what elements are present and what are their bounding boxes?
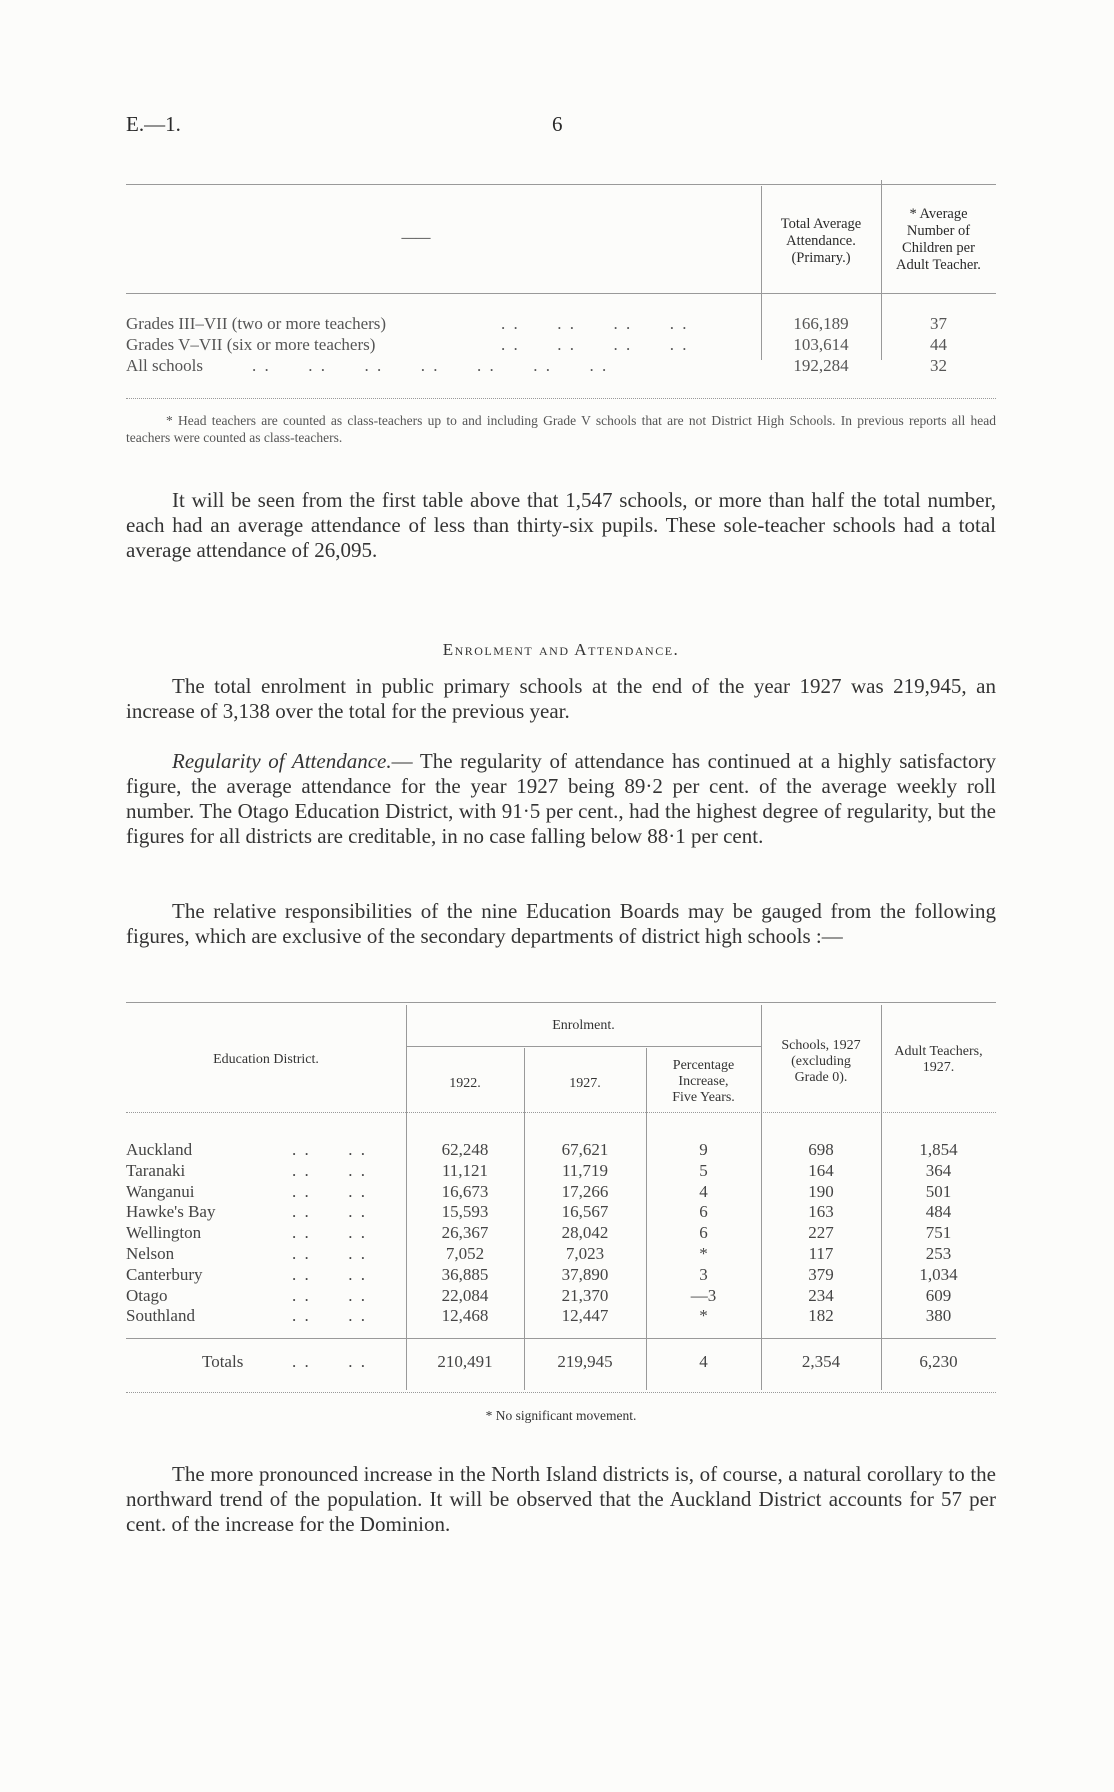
children-per-teacher-header: * Average Number of Children per Adult Teacher. — [896, 206, 981, 273]
cell-schools: 182 — [808, 1306, 834, 1326]
cell-pct: * — [699, 1244, 708, 1263]
table-row: Auckland . . . . 62,248 67,621 9 698 1,854 — [126, 1140, 996, 1161]
percentage-header: Percentage Increase, Five Years. — [672, 1058, 735, 1105]
table-rule — [126, 398, 996, 399]
schools-header: Schools, 1927 (excluding Grade 0). — [781, 1038, 861, 1085]
cell-teachers: 1,854 — [919, 1140, 958, 1159]
paragraph: The relative responsibilities of the nine Education Boards may be gauged from the following figures, which are exclusive of the secondary departments of district high schools :— — [126, 899, 996, 948]
table-footnote: * Head teachers are counted as class-teachers up to and including Grade V schools that are not District High Schools. In previous reports all head teachers were counted as class-teachers. — [126, 413, 996, 445]
cell-schools: 379 — [808, 1264, 834, 1284]
cell-pct: —3 — [690, 1285, 717, 1305]
cell-y1922: 22,084 — [441, 1285, 489, 1305]
table-rule — [126, 184, 996, 185]
cell-y1927: 28,042 — [561, 1223, 609, 1243]
header-rule — [406, 1046, 761, 1047]
table-rule — [126, 1002, 996, 1003]
cell-schools: 698 — [808, 1140, 834, 1159]
page-number: 6 — [552, 112, 563, 136]
table-row: Nelson . . . . 7,052 7,023 * 117 253 — [126, 1244, 996, 1265]
cell-y1922: 11,121 — [441, 1160, 489, 1180]
paragraph: The more pronounced increase in the North Island districts is, of course, a natural corollary to the northward trend of the population. It will be observed that the Auckland District accounts for 57 per cent. of the increase for the Dominion. — [126, 1462, 996, 1536]
header-rule — [126, 1112, 996, 1113]
cell-teachers: 609 — [925, 1285, 952, 1305]
cell-teachers: 751 — [925, 1223, 952, 1243]
cell-y1922: 12,468 — [441, 1306, 489, 1326]
table-row: Otago . . . . 22,084 21,370 —3 234 609 — [126, 1286, 996, 1307]
table-row: Canterbury . . . . 36,885 37,890 3 379 1,034 — [126, 1265, 996, 1286]
table-rule — [126, 1392, 996, 1393]
district-name: Auckland — [126, 1140, 193, 1159]
paragraph: Regularity of Attendance.— The regularity of attendance has continued at a highly satisfactory figure, the average attendance for the year 1927 being 89·2 per cent. of the average weekly roll number. The Otago Education District, with 91·5 per cent., had the highest degree of regularity, but the figures for all districts are creditable, in no case falling below 88·1 per cent. — [126, 749, 996, 848]
cell-pct: 4 — [699, 1181, 708, 1201]
cell-teachers: 1,034 — [919, 1264, 958, 1284]
education-district-table — [126, 1000, 996, 1400]
table-row: Hawke's Bay . . . . 15,593 16,567 6 163 484 — [126, 1202, 996, 1223]
table-row: Taranaki . . . . 11,121 11,719 5 164 364 — [126, 1161, 996, 1182]
cell-y1927: 11,719 — [561, 1160, 609, 1180]
district-name: Southland — [126, 1306, 195, 1326]
header-rule — [126, 293, 996, 294]
cell-y1922: 15,593 — [441, 1202, 489, 1222]
cell-y1922: 16,673 — [441, 1181, 489, 1201]
cell-y1927: 17,266 — [561, 1181, 609, 1201]
district-name: Hawke's Bay — [126, 1202, 216, 1222]
cell-y1922: 36,885 — [441, 1264, 489, 1284]
district-name: Taranaki — [126, 1160, 186, 1180]
cell-pct: 9 — [699, 1140, 708, 1159]
district-name: Nelson — [126, 1244, 175, 1263]
teacher-ratio-table — [126, 180, 996, 400]
enrolment-header: Enrolment. — [552, 1018, 615, 1033]
cell-pct: * — [699, 1306, 708, 1326]
district-name: Otago — [126, 1285, 168, 1305]
document-code: E.—1. — [126, 112, 181, 136]
cell-pct: 6 — [699, 1202, 708, 1222]
totals-rule — [126, 1338, 996, 1339]
regularity-heading: Regularity of Attendance. — [172, 749, 392, 773]
cell-y1927: 37,890 — [561, 1264, 609, 1284]
cell-schools: 234 — [808, 1285, 834, 1305]
cell-y1927: 12,447 — [561, 1306, 609, 1326]
cell-pct: 3 — [699, 1264, 708, 1284]
table-row: Wellington . . . . 26,367 28,042 6 227 751 — [126, 1223, 996, 1244]
paragraph: It will be seen from the first table above that 1,547 schools, or more than half the total number, each had an average attendance of less than thirty-six pupils. These sole-teacher schools had a total average attendance of 26,095. — [126, 488, 996, 562]
cell-teachers: 364 — [925, 1160, 952, 1180]
cell-teachers: 501 — [925, 1181, 952, 1201]
year-1922-header: 1922. — [449, 1076, 481, 1091]
table-row: Grades III–VII (two or more teachers) . . . . . . . . 166,189 37 — [126, 314, 947, 333]
cell-pct: 6 — [699, 1223, 708, 1243]
cell-y1922: 62,248 — [441, 1140, 489, 1159]
table-row: Southland . . . . 12,468 12,447 * 182 380 — [126, 1306, 996, 1327]
attendance-header: Total Average Attendance. (Primary.) — [780, 216, 862, 266]
blank-header: —— — [401, 230, 431, 246]
table-row: All schools . . . . . . . . . . . . . . 192,284 32 — [126, 356, 947, 375]
table-row: Wanganui . . . . 16,673 17,266 4 190 501 — [126, 1182, 996, 1203]
cell-y1922: 26,367 — [441, 1223, 489, 1243]
teachers-header: Adult Teachers, 1927. — [894, 1044, 983, 1075]
cell-schools: 227 — [808, 1223, 834, 1243]
district-header: Education District. — [213, 1052, 319, 1067]
cell-schools: 163 — [808, 1202, 834, 1222]
district-name: Wellington — [126, 1223, 202, 1243]
table-footnote: * No significant movement. — [485, 1408, 637, 1423]
section-heading: Enrolment and Attendance. — [442, 640, 680, 659]
cell-schools: 117 — [808, 1244, 834, 1263]
cell-teachers: 380 — [925, 1306, 952, 1326]
cell-pct: 5 — [699, 1160, 708, 1180]
cell-schools: 190 — [808, 1181, 834, 1201]
totals-row: Totals . . . . 210,491 219,945 4 2,354 6,230 — [202, 1352, 958, 1371]
cell-y1927: 67,621 — [561, 1140, 609, 1159]
cell-teachers: 484 — [925, 1202, 952, 1222]
cell-teachers: 253 — [925, 1244, 952, 1263]
cell-y1927: 16,567 — [561, 1202, 609, 1222]
district-name: Wanganui — [126, 1181, 195, 1201]
cell-y1927: 21,370 — [561, 1285, 609, 1305]
year-1927-header: 1927. — [569, 1076, 601, 1091]
table-row: Grades V–VII (six or more teachers) . . . . . . . . 103,614 44 — [126, 335, 947, 354]
cell-y1922: 7,052 — [445, 1244, 485, 1263]
paragraph: The total enrolment in public primary schools at the end of the year 1927 was 219,945, an increase of 3,138 over the total for the previous year. — [126, 674, 996, 723]
cell-schools: 164 — [808, 1160, 834, 1180]
cell-y1927: 7,023 — [565, 1244, 605, 1263]
district-name: Canterbury — [126, 1264, 203, 1284]
